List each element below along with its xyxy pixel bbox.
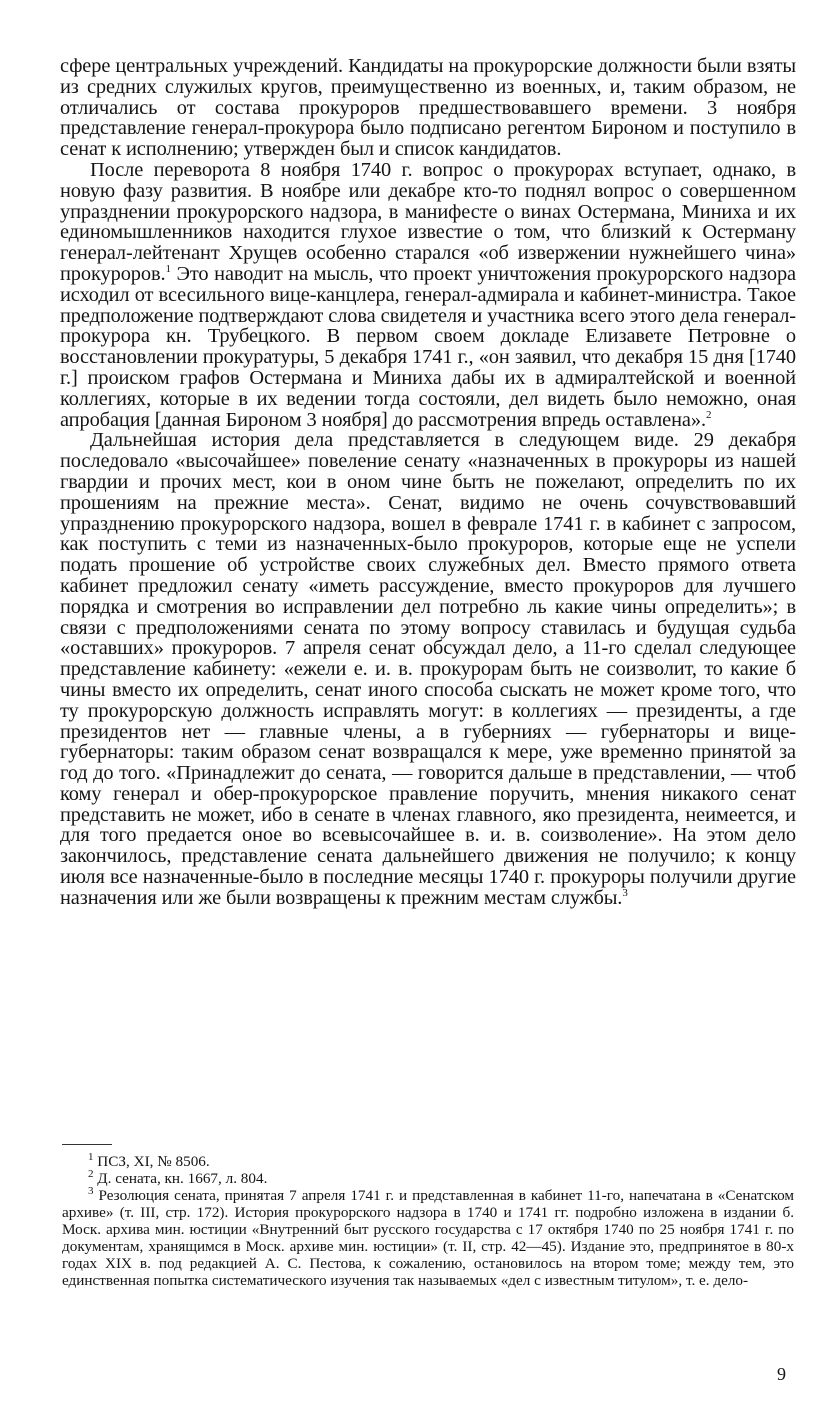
main-text bbox=[60, 56, 796, 909]
footnote-3-text: Резолюция сената, принятая 7 апреля 1741 г. и представленная в кабинет 11-го, напечатана в «Сенатском архиве» (т. III, стр. 172). История прокурорского надзора в 1740 и 1741 гг. подробно изложена в издании б. Моск. архива мин. юстиции «Внутренний быт русского государства с 17 октября 1740 по 25 ноября 1741 г. по документам, хранящимся в Моск. архиве мин. юстиции» (т. II, стр. 42—45). Издание это, предпринятое в 80-х годах XIX в. под редакцией А. С. Пестова, к сожалению, остановилось на втором томе; между тем, это единственная попытка систематического изучения так называемых «дел с известным титулом», т. е. дело- bbox=[62, 1187, 794, 1289]
paragraph-2-continued: Это наводит на мысль, что проект уничтожения прокурорского надзора исходил от всесильного вице-канцлера, генерал-адмирала и кабинет-министра. Такое предположение подтверждают слова свидетеля и участника всего этого дела генерал-прокурора кн. Трубецкого. В первом своем докладе Елизавете Петровне о восстановлении прокуратуры, 5 декабря 1741 г., «он заявил, что декабря 15 дня [1740 г.] происком графов Остермана и Миниха дабы их в адмиралтейской и военной коллегиях, которые в их ведении тогда состояли, дел видеть было неможно, оная апробация [данная Бироном 3 ноября] до рассмотрения впредь оставлена». bbox=[60, 262, 796, 431]
footnote-1-text: ПСЗ, XI, № 8506. bbox=[97, 1153, 210, 1170]
paragraph-3-text: Дальнейшая история дела представляется в следующем виде. 29 декабря последовало «высочайшее» повеление сенату «назначенных в прокуроры из нашей гвардии и прочих мест, кои в оном чине быть не пожелают, определить по их прошениям на прежние места». Сенат, видимо не очень сочувствовавший упразднению прокурорского надзора, вошел в феврале 1741 г. в кабинет с запросом, как поступить с теми из назначенных-было прокуроров, которые еще не успели подать прошение об устройстве своих служебных дел. Вместо прямого ответа кабинет предложил сенату «иметь рассуждение, вместо прокуроров для лучшего порядка и смотрения во исправлении дел потребно ль какие чины определить»; в связи с предположениями сената по этому вопросу ставилась и будущая судьба «оставших» прокуроров. 7 апреля сенат обсуждал дело, а 11-го сделал следующее представление кабинету: «ежели е. и. в. прокурорам быть не соизволит, то какие б чины вместо их определить, сенат иного способа сыскать не может кроме того, что ту прокурорскую должность исправлять могут: в коллегиях — президенты, а где президентов нет — главные члены, а в губерниях — губернаторы и вице-губернаторы: таким образом сенат возвращался к мере, уже временно принятой за год до того. «Принадлежит до сената, — говорится дальше в представлении, — чтоб кому генерал и обер-прокурорское правление поручить, мнения никакого сенат представить не может, ибо в сенате в членах главного, яко президента, неимеется, и для того предается оное во всевысочайшее в. и. в. соизволение». На этом дело закончилось, представление сената дальнейшего движения не получило; к концу июля все назначенные-было в последние месяцы 1740 г. прокуроры получили другие назначения или же были возвращены к прежним местам службы. bbox=[60, 429, 796, 909]
footnote-ref-3: 3 bbox=[622, 887, 628, 900]
paragraph-3 bbox=[60, 430, 796, 908]
footnotes bbox=[62, 1150, 794, 1289]
footnote-1-mark: 1 bbox=[88, 1150, 94, 1163]
footnote-2 bbox=[62, 1167, 794, 1187]
paragraph-2 bbox=[60, 160, 796, 430]
footnote-ref-1: 1 bbox=[165, 263, 171, 276]
footnote-2-mark: 2 bbox=[88, 1167, 94, 1180]
footnote-2-text: Д. сената, кн. 1667, л. 804. bbox=[97, 1170, 268, 1187]
paragraph-1 bbox=[60, 56, 796, 160]
footnote-1 bbox=[62, 1150, 794, 1170]
footnote-ref-2: 2 bbox=[705, 408, 712, 421]
page-number: 9 bbox=[777, 1364, 786, 1384]
paragraph-2-text: После переворота 8 ноября 1740 г. вопрос о прокурорах вступает, однако, в новую фазу развития. В ноябре или декабре кто-то поднял вопрос о совершенном упразднении прокурорского надзора, в манифесте о винах Остермана, Миниха и их единомышленников находится глухое известие о том, что близкий к Остерману генерал-лейтенант Хрущев особенно старался «об извержении нужнейшего чина» прокуроров. bbox=[60, 158, 796, 285]
footnote-divider bbox=[62, 1144, 112, 1145]
footnote-3-mark: 3 bbox=[88, 1184, 94, 1197]
footnote-3 bbox=[62, 1184, 794, 1289]
paragraph-1-text: сфере центральных учреждений. Кандидаты на прокурорские должности были взяты из средних служилых кругов, преимущественно из военных, и, таким образом, не отличались от состава прокуроров предшествовавшего времени. 3 ноября представление генерал-прокурора было подписано регентом Бироном и поступило в сенат к исполнению; утвержден был и список кандидатов. bbox=[60, 55, 796, 161]
